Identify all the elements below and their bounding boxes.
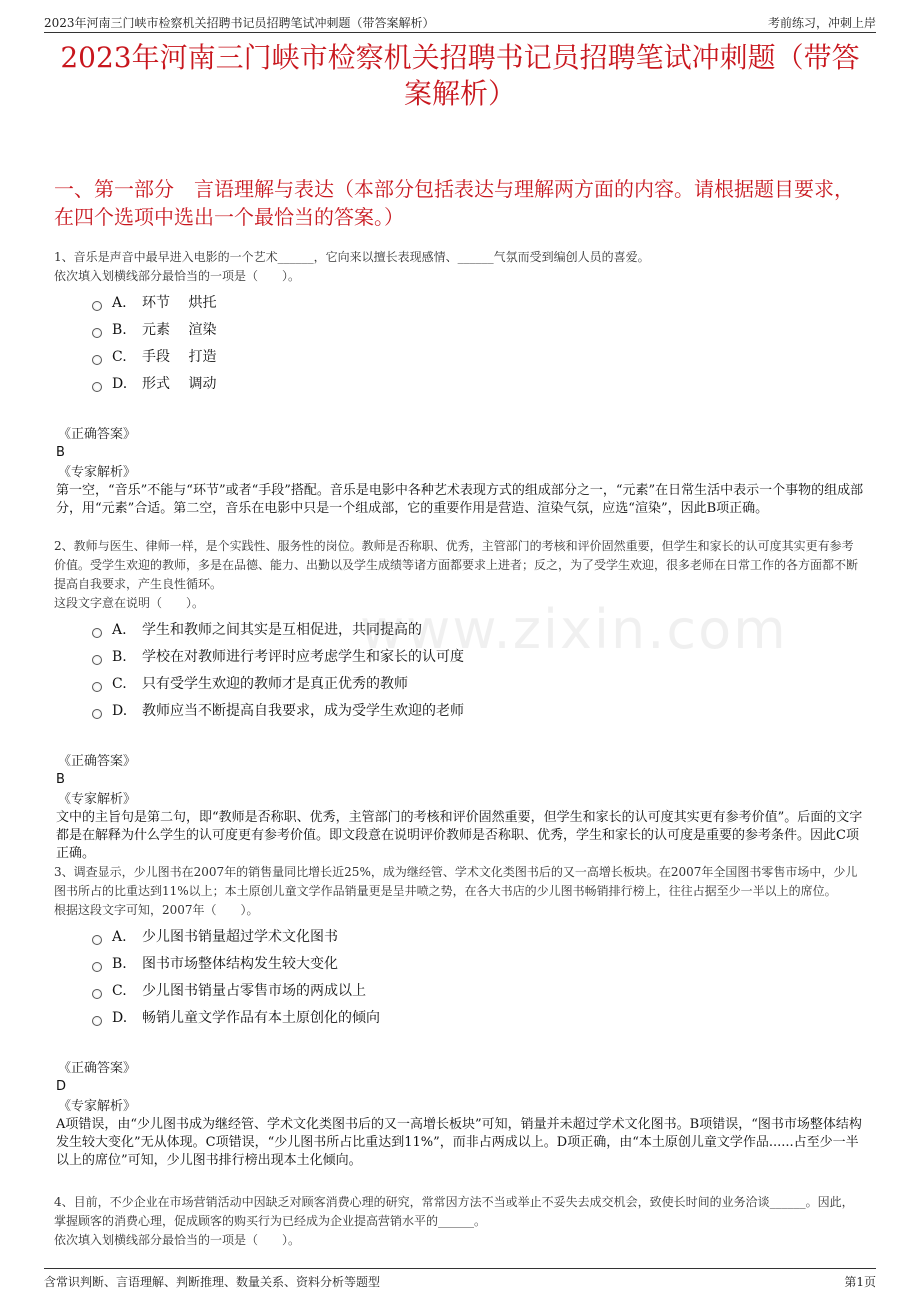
option-c[interactable] <box>92 344 864 371</box>
page-number: 第1页 <box>844 1275 876 1289</box>
question-3 <box>54 863 864 1170</box>
question-text: 1、音乐是声音中最早进入电影的一个艺术______，它向来以擅长表现感情、______气氛而受到编创人员的喜爱。 <box>54 250 650 264</box>
option-text: 畅销儿童文学作品有本土原创化的倾向 <box>142 1010 380 1026</box>
option-c[interactable] <box>92 671 864 698</box>
option-text: 元素 渲染 <box>142 322 217 338</box>
option-text: 学校在对教师进行考评时应考虑学生和家长的认可度 <box>142 649 464 665</box>
option-a[interactable] <box>92 290 864 317</box>
explanation-text: A项错误，由“少儿图书成为继经管、学术文化类图书后的又一高增长板块”可知，销量并未超过学术文化图书。B项错误，“图书市场整体结构发生较大变化”无从体现。C项错误，“少儿图书所占比重达到11%”，而非占两成以上。D项正确，由“本土原创儿童文学作品......占至少一半以上的席位”可知，少儿图书排行榜出现本土化倾向。 <box>56 1117 862 1168</box>
option-text: 少儿图书销量占零售市场的两成以上 <box>142 983 366 999</box>
radio-button-icon[interactable] <box>92 628 102 638</box>
question-prompt: 依次填入划横线部分最恰当的一项是（ ）。 <box>54 1233 301 1247</box>
answer-value: B <box>56 445 65 460</box>
option-letter: C. <box>112 676 127 692</box>
document-title: 2023年河南三门峡市检察机关招聘书记员招聘笔试冲刺题（带答案解析） <box>60 41 860 110</box>
option-list <box>92 617 864 725</box>
header-doc-title: 2023年河南三门峡市检察机关招聘书记员招聘笔试冲刺题（带答案解析） <box>44 16 435 30</box>
radio-button-icon[interactable] <box>92 682 102 692</box>
option-text: 少儿图书销量超过学术文化图书 <box>142 929 338 945</box>
option-letter: D. <box>112 376 128 392</box>
radio-button-icon[interactable] <box>92 328 102 338</box>
explanation-text: 第一空，“音乐”不能与“环节”或者“手段”搭配。音乐是电影中各种艺术表现方式的组成部分之一，“元素”在日常生活中表示一个事物的组成部分，用“元素”合适。第二空，音乐在电影中只是一个组成部，它的重要作用是营造、渲染气氛，应选“渲染”，因此B项正确。 <box>56 483 864 516</box>
radio-button-icon[interactable] <box>92 709 102 719</box>
option-letter: A. <box>112 622 127 638</box>
radio-button-icon[interactable] <box>92 935 102 945</box>
option-text: 学生和教师之间其实是互相促进，共同提高的 <box>142 622 422 638</box>
question-prompt: 根据这段文字可知，2007年（ ）。 <box>54 903 259 917</box>
answer-label: 《正确答案》 <box>58 754 137 769</box>
section-title: 一、第一部分 言语理解与表达（本部分包括表达与理解两方面的内容。请根据题目要求，在四个选项中选出一个最恰当的答案。） <box>54 177 854 229</box>
option-letter: A. <box>112 929 127 945</box>
radio-button-icon[interactable] <box>92 301 102 311</box>
option-letter: C. <box>112 349 127 365</box>
option-text: 图书市场整体结构发生较大变化 <box>142 956 338 972</box>
option-a[interactable] <box>92 617 864 644</box>
explanation-label: 《专家解析》 <box>58 792 137 807</box>
radio-button-icon[interactable] <box>92 989 102 999</box>
header-slogan: 考前练习，冲刺上岸 <box>767 16 876 30</box>
radio-button-icon[interactable] <box>92 382 102 392</box>
question-text: 2、教师与医生、律师一样，是个实践性、服务性的岗位。教师是否称职、优秀，主管部门的考核和评价固然重要，但学生和家长的认可度其实更有参考价值。受学生欢迎的教师，多是在品德、能力、出勤以及学生成绩等诸方面都要求上进者；反之，为了受学生欢迎，很多老师在日常工作的各方面都不断提高自我要求，产生良性循环。 <box>54 539 859 591</box>
radio-button-icon[interactable] <box>92 355 102 365</box>
option-a[interactable] <box>92 924 864 951</box>
option-text: 形式 调动 <box>142 376 217 392</box>
option-list <box>92 290 864 398</box>
answer-label: 《正确答案》 <box>58 427 137 442</box>
answer-value: B <box>56 772 65 787</box>
answer-label: 《正确答案》 <box>58 1061 137 1076</box>
option-letter: C. <box>112 983 127 999</box>
question-text: 4、目前，不少企业在市场营销活动中因缺乏对顾客消费心理的研究，常常因方法不当或举止不妥失去成交机会，致使长时间的业务洽谈______。因此，掌握顾客的消费心理，促成顾客的购买行为已经成为企业提高营销水平的______。 <box>54 1195 854 1228</box>
question-2 <box>54 537 864 863</box>
option-letter: D. <box>112 1010 128 1026</box>
option-b[interactable] <box>92 644 864 671</box>
option-b[interactable] <box>92 317 864 344</box>
option-letter: B. <box>112 649 127 665</box>
watermark: www.zixin.com <box>360 598 788 661</box>
option-c[interactable] <box>92 978 864 1005</box>
radio-button-icon[interactable] <box>92 962 102 972</box>
answer-value: D <box>56 1079 67 1094</box>
question-prompt: 这段文字意在说明（ ）。 <box>54 596 205 610</box>
page-header <box>44 12 876 33</box>
option-letter: D. <box>112 703 128 719</box>
explanation-label: 《专家解析》 <box>58 1099 137 1114</box>
option-text: 教师应当不断提高自我要求，成为受学生欢迎的老师 <box>142 703 464 719</box>
option-text: 环节 烘托 <box>142 295 217 311</box>
option-b[interactable] <box>92 951 864 978</box>
option-letter: B. <box>112 322 127 338</box>
option-letter: B. <box>112 956 127 972</box>
option-text: 手段 打造 <box>142 349 217 365</box>
radio-button-icon[interactable] <box>92 1016 102 1026</box>
option-d[interactable] <box>92 698 864 725</box>
question-1 <box>54 248 864 518</box>
explanation-label: 《专家解析》 <box>58 465 137 480</box>
option-letter: A. <box>112 295 127 311</box>
question-prompt: 依次填入划横线部分最恰当的一项是（ ）。 <box>54 269 301 283</box>
option-text: 只有受学生欢迎的教师才是真正优秀的教师 <box>142 676 408 692</box>
option-d[interactable] <box>92 1005 864 1032</box>
option-d[interactable] <box>92 371 864 398</box>
explanation-text: 文中的主旨句是第二句，即“教师是否称职、优秀，主管部门的考核和评价固然重要，但学生和家长的认可度其实更有参考价值”。后面的文字都是在解释为什么学生的认可度更有参考价值。即文段意在说明评价教师是否称职、优秀，学生和家长的认可度是重要的参考条件。因此C项正确。 <box>56 810 863 861</box>
radio-button-icon[interactable] <box>92 655 102 665</box>
option-list <box>92 924 864 1032</box>
question-text: 3、调查显示，少儿图书在2007年的销售量同比增长近25%，成为继经管、学术文化类图书后的又一高增长板块。在2007年全国图书零售市场中，少儿图书所占的比重达到11%以上；本土原创儿童文学作品销量更是呈井喷之势，在各大书店的少儿图书畅销排行榜上，往往占据至少一半以上的席位。 <box>54 865 858 898</box>
footer-topics: 含常识判断、言语理解、判断推理、数量关系、资料分析等题型 <box>44 1275 381 1289</box>
page-footer <box>44 1268 876 1291</box>
question-4 <box>54 1193 864 1250</box>
